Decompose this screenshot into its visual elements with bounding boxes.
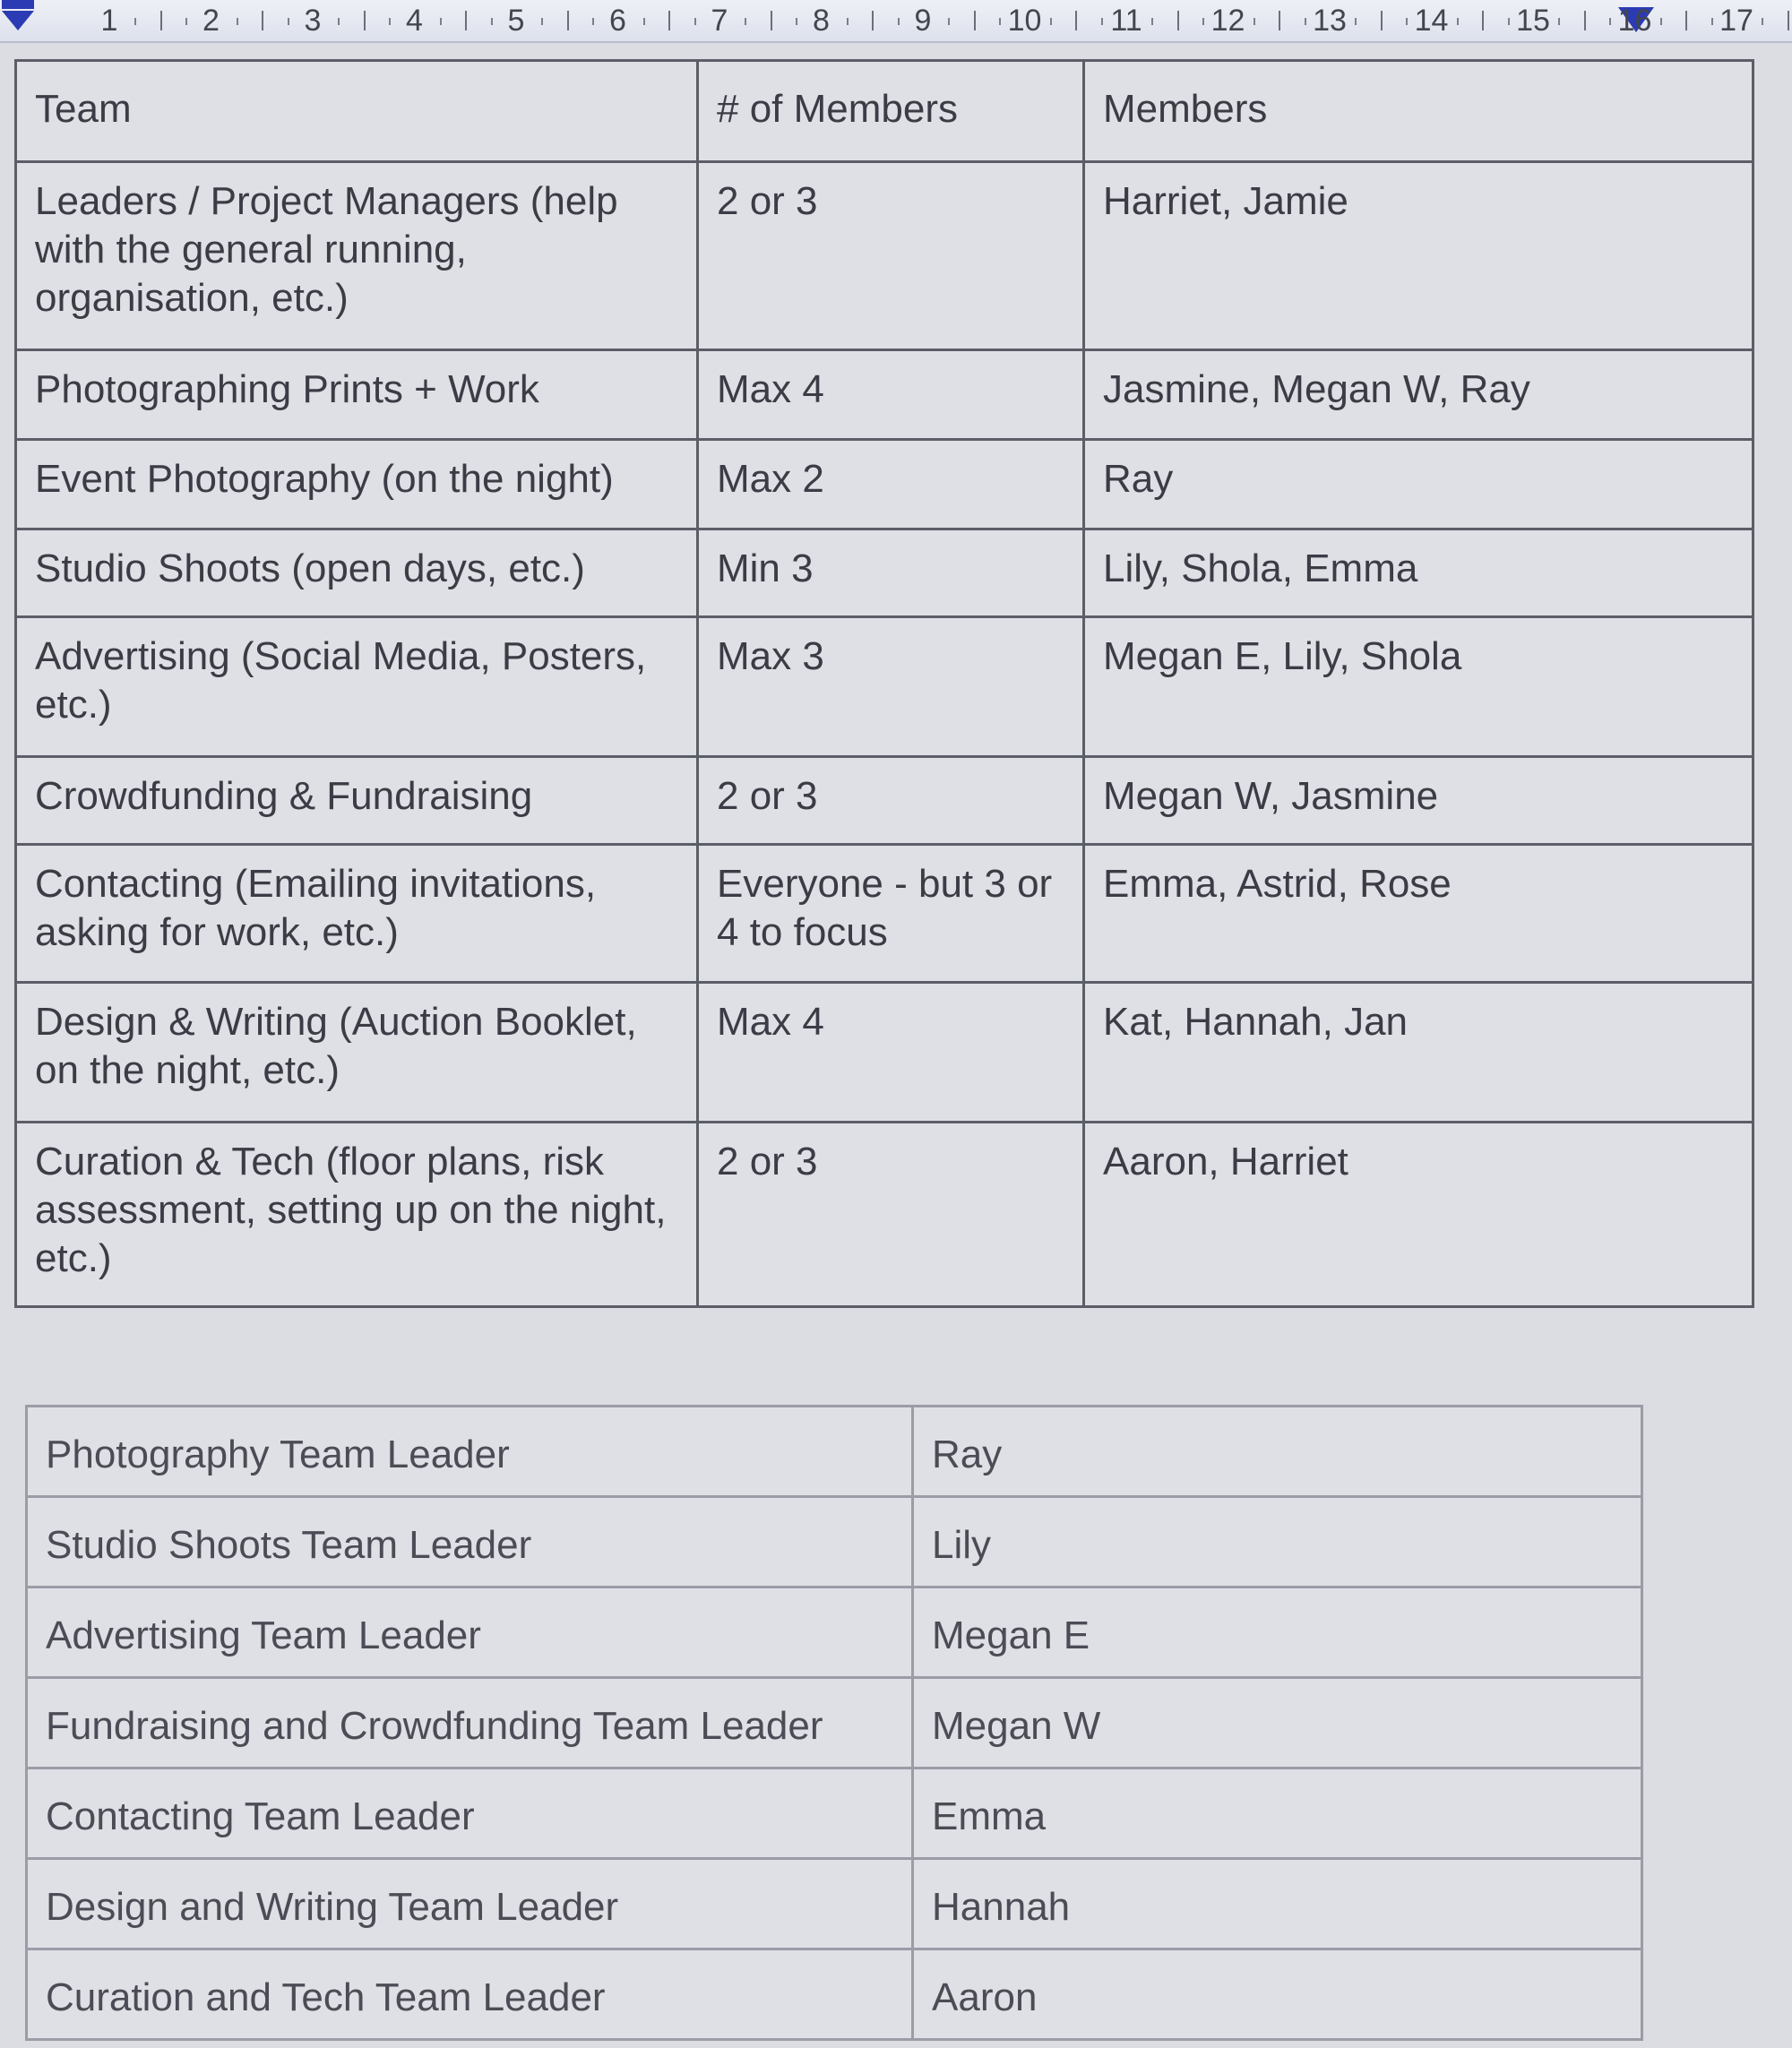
leader-name-cell[interactable]: Megan W <box>913 1678 1642 1768</box>
team-cell[interactable]: Contacting (Emailing invitations, asking for work, etc.) <box>16 845 698 983</box>
ruler-number: 5 <box>507 4 525 38</box>
ruler-number: 17 <box>1719 4 1753 38</box>
team-cell[interactable]: Curation & Tech (floor plans, risk assessment, setting up on the night, etc.) <box>16 1123 698 1307</box>
ruler-minor-tick <box>1151 18 1153 25</box>
ruler-tick <box>1482 11 1484 30</box>
team-cell[interactable]: Photographing Prints + Work <box>16 350 698 440</box>
ruler-minor-tick <box>237 18 238 25</box>
ruler-number: 3 <box>304 4 322 38</box>
ruler-minor-tick <box>745 18 746 25</box>
horizontal-ruler[interactable] <box>0 0 1792 43</box>
ruler-minor-tick <box>541 18 543 25</box>
table-row <box>16 529 1753 617</box>
count-cell[interactable]: Min 3 <box>698 529 1084 617</box>
ruler-number: 9 <box>914 4 932 38</box>
ruler-tick <box>1279 11 1280 30</box>
leader-name-cell[interactable]: Lily <box>913 1497 1642 1588</box>
team-cell[interactable]: Leaders / Project Managers (help with the general running, organisation, etc.) <box>16 162 698 350</box>
ruler-minor-tick <box>134 18 136 25</box>
left-indent-marker-icon[interactable] <box>2 11 34 30</box>
ruler-tick <box>160 11 162 30</box>
ruler-number: 2 <box>202 4 220 38</box>
table-row <box>27 1407 1642 1497</box>
ruler-minor-tick <box>1254 18 1255 25</box>
members-cell[interactable]: Harriet, Jamie <box>1084 162 1753 350</box>
team-cell[interactable]: Studio Shoots (open days, etc.) <box>16 529 698 617</box>
count-cell[interactable]: Max 4 <box>698 983 1084 1123</box>
members-cell[interactable]: Emma, Astrid, Rose <box>1084 845 1753 983</box>
ruler-minor-tick <box>847 18 849 25</box>
header-num-members[interactable]: # of Members <box>698 61 1084 162</box>
ruler-number: 10 <box>1007 4 1042 38</box>
table-row <box>16 350 1753 440</box>
role-cell[interactable]: Photography Team Leader <box>27 1407 913 1497</box>
ruler-number: 6 <box>609 4 626 38</box>
count-cell[interactable]: Max 4 <box>698 350 1084 440</box>
ruler-tick <box>974 11 976 30</box>
members-cell[interactable]: Megan W, Jasmine <box>1084 757 1753 845</box>
table-row <box>27 1497 1642 1588</box>
leader-name-cell[interactable]: Aaron <box>913 1949 1642 2040</box>
ruler-minor-tick <box>948 18 950 25</box>
ruler-number: 7 <box>711 4 728 38</box>
count-cell[interactable]: Max 3 <box>698 617 1084 757</box>
ruler-minor-tick <box>1355 18 1357 25</box>
ruler-tick <box>1788 11 1789 30</box>
table-row <box>27 1588 1642 1678</box>
header-members[interactable]: Members <box>1084 61 1753 162</box>
team-cell[interactable]: Advertising (Social Media, Posters, etc.) <box>16 617 698 757</box>
header-team[interactable]: Team <box>16 61 698 162</box>
table-row <box>16 845 1753 983</box>
count-cell[interactable]: Everyone - but 3 or 4 to focus <box>698 845 1084 983</box>
ruler-minor-tick <box>1762 18 1763 25</box>
table-row <box>16 162 1753 350</box>
role-cell[interactable]: Studio Shoots Team Leader <box>27 1497 913 1588</box>
team-table <box>14 59 1754 1308</box>
leader-name-cell[interactable]: Megan E <box>913 1588 1642 1678</box>
table-row <box>16 757 1753 845</box>
ruler-tick <box>668 11 670 30</box>
role-cell[interactable]: Curation and Tech Team Leader <box>27 1949 913 2040</box>
ruler-tick <box>1381 11 1383 30</box>
table-row <box>27 1768 1642 1859</box>
ruler-number: 12 <box>1210 4 1245 38</box>
role-cell[interactable]: Fundraising and Crowdfunding Team Leader <box>27 1678 913 1768</box>
table-row <box>16 440 1753 529</box>
ruler-number: 4 <box>406 4 423 38</box>
leader-name-cell[interactable]: Emma <box>913 1768 1642 1859</box>
leader-name-cell[interactable]: Ray <box>913 1407 1642 1497</box>
count-cell[interactable]: 2 or 3 <box>698 162 1084 350</box>
ruler-minor-tick <box>338 18 340 25</box>
ruler-number: 15 <box>1516 4 1550 38</box>
ruler-tick <box>1584 11 1586 30</box>
members-cell[interactable]: Kat, Hannah, Jan <box>1084 983 1753 1123</box>
ruler-minor-tick <box>643 18 645 25</box>
members-cell[interactable]: Ray <box>1084 440 1753 529</box>
count-cell[interactable]: 2 or 3 <box>698 757 1084 845</box>
ruler-tick <box>1075 11 1077 30</box>
members-cell[interactable]: Lily, Shola, Emma <box>1084 529 1753 617</box>
ruler-number: 14 <box>1414 4 1449 38</box>
team-cell[interactable]: Design & Writing (Auction Booklet, on the night, etc.) <box>16 983 698 1123</box>
ruler-tick <box>1685 11 1687 30</box>
table-header-row <box>16 61 1753 162</box>
role-cell[interactable]: Design and Writing Team Leader <box>27 1859 913 1949</box>
ruler-tick <box>567 11 569 30</box>
table-row <box>27 1678 1642 1768</box>
team-cell[interactable]: Crowdfunding & Fundraising <box>16 757 698 845</box>
team-leader-table <box>25 1405 1643 2041</box>
table-row <box>27 1949 1642 2040</box>
table-row <box>16 983 1753 1123</box>
count-cell[interactable]: Max 2 <box>698 440 1084 529</box>
ruler-minor-tick <box>1660 18 1662 25</box>
ruler-number: 16 <box>1617 4 1652 38</box>
table-row <box>16 617 1753 757</box>
ruler-tick <box>364 11 366 30</box>
ruler-tick <box>872 11 874 30</box>
ruler-tick <box>262 11 263 30</box>
ruler-minor-tick <box>1050 18 1052 25</box>
ruler-tick <box>771 11 772 30</box>
ruler-number: 11 <box>1110 4 1142 38</box>
ruler-tick <box>465 11 467 30</box>
members-cell[interactable]: Aaron, Harriet <box>1084 1123 1753 1307</box>
ruler-number: 13 <box>1313 4 1347 38</box>
members-cell[interactable]: Megan E, Lily, Shola <box>1084 617 1753 757</box>
role-cell[interactable]: Contacting Team Leader <box>27 1768 913 1859</box>
ruler-number: 1 <box>100 4 118 38</box>
team-cell[interactable]: Event Photography (on the night) <box>16 440 698 529</box>
ruler-number: 8 <box>813 4 830 38</box>
table-row <box>16 1123 1753 1307</box>
table-row <box>27 1859 1642 1949</box>
role-cell[interactable]: Advertising Team Leader <box>27 1588 913 1678</box>
members-cell[interactable]: Jasmine, Megan W, Ray <box>1084 350 1753 440</box>
ruler-minor-tick <box>440 18 442 25</box>
leader-name-cell[interactable]: Hannah <box>913 1859 1642 1949</box>
ruler-tick <box>1177 11 1179 30</box>
count-cell[interactable]: 2 or 3 <box>698 1123 1084 1307</box>
ruler-minor-tick <box>1558 18 1560 25</box>
ruler-minor-tick <box>1457 18 1459 25</box>
